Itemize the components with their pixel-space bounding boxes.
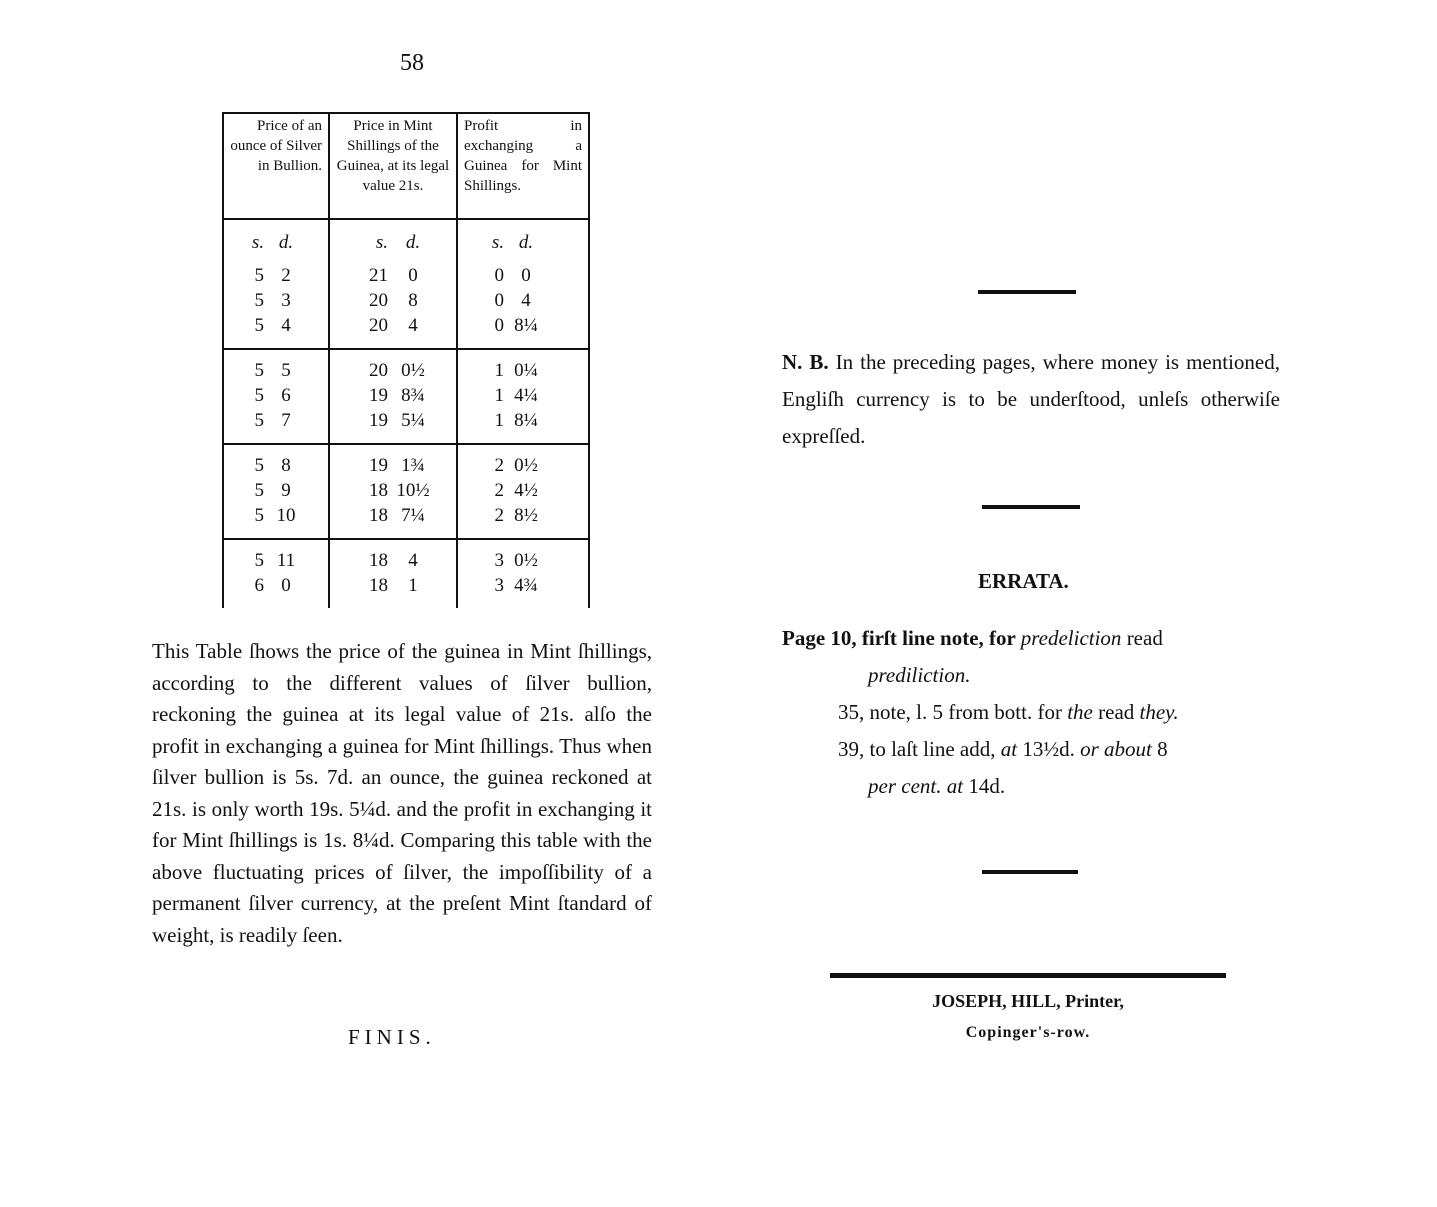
pence-value: 0½ [401,360,425,381]
value-pair [224,573,328,598]
pence-value: 4¾ [514,575,538,596]
pence-value: 4 [281,315,291,336]
table-row [223,349,589,444]
shillings-value: 21 [369,265,388,286]
units-row-group [223,219,589,255]
pence-value: 4½ [514,480,538,501]
pence-value: 0 [521,265,531,286]
guinea-price-cell [329,349,457,444]
pence-value: 10½ [396,480,430,501]
value-pair [330,503,456,528]
table-row-group [223,255,589,349]
shillings-value: 5 [254,315,264,336]
shillings-value: 5 [254,265,264,286]
pence-value: 10 [276,505,296,526]
shillings-value: 0 [494,290,504,311]
pence-value: 5¼ [401,410,425,431]
value-pair [224,313,328,338]
table-row-group [223,349,589,444]
shillings-value: 19 [369,385,388,406]
pence-value: 0 [408,265,418,286]
shillings-value: 1 [494,385,504,406]
shillings-value: 3 [494,550,504,571]
shillings-value: 20 [369,290,388,311]
silver-price-cell [223,539,329,608]
pence-value: 8½ [514,505,538,526]
errata-line: Page 10, firſt line note, for predeliction read [782,626,1163,650]
value-pair [458,263,588,288]
value-pair [224,478,328,503]
table-row-group [223,539,589,608]
nb-note [782,344,1280,455]
unit-shillings: s. [375,232,388,253]
pence-value: 7 [281,410,291,431]
shillings-value: 1 [494,410,504,431]
pence-value: 7¼ [401,505,425,526]
pence-value: 5 [281,360,291,381]
value-pair [458,453,588,478]
divider-rule [982,870,1078,874]
table-row [223,539,589,608]
shillings-value: 0 [494,265,504,286]
printer-address: Copinger's-row. [965,1024,1091,1041]
shillings-value: 5 [254,480,264,501]
unit-shillings: s. [251,232,264,253]
shillings-value: 5 [254,455,264,476]
shillings-value: 5 [254,550,264,571]
shillings-value: 18 [369,505,388,526]
pence-value: 1 [408,575,418,596]
pence-value: 0½ [514,550,538,571]
value-pair [458,383,588,408]
finis: FINIS. [348,1025,436,1049]
divider-rule [978,290,1076,294]
pence-value: 2 [281,265,291,286]
shillings-value: 5 [254,505,264,526]
nb-text: In the preceding pages, where money is mentioned, Engliſh currency is to be underſtood, unleſs otherwiſe expreſſed. [782,350,1280,448]
errata-line: 39, to laſt line add, at 13½d. or about 8 [838,737,1168,761]
pence-value: 1¾ [401,455,425,476]
table-explanation: This Table ſhows the price of the guinea in Mint ſhillings, according to the different values of ſilver bullion, reckoning the guinea at its legal value of 21s. alſo the profit in exchanging a guinea for Mint ſhillings. Thus when ſilver bullion is 5s. 7d. an ounce, the guinea reckoned at 21s. is only worth 19s. 5¼d. and the profit in exchanging it for Mint ſhillings is 1s. 8¼d. Comparing this table with the above fluctuating prices of ſilver, the impoſſibility of a permanent ſilver currency, at the preſent Mint ſtandard of weight, is readily ſeen. [152,639,652,947]
shillings-value: 18 [369,550,388,571]
table-header-row [223,113,589,219]
header-guinea-price: Price in Mint Shillings of the Guinea, at its legal value 21s. [329,113,457,219]
value-pair [330,548,456,573]
value-pair [330,478,456,503]
value-pair [458,503,588,528]
errata-line: per cent. at 14d. [868,774,1006,798]
page-number: 58 [400,50,424,76]
shillings-value: 5 [254,360,264,381]
pence-value: 0½ [514,455,538,476]
table-row [223,444,589,539]
value-pair [330,453,456,478]
value-pair [224,383,328,408]
profit-cell [457,349,589,444]
silver-price-cell [223,255,329,349]
shillings-value: 6 [254,575,264,596]
value-pair [224,358,328,383]
shillings-value: 0 [494,315,504,336]
table-row-group [223,444,589,539]
profit-cell [457,255,589,349]
value-pair [458,288,588,313]
value-pair [224,453,328,478]
shillings-value: 2 [494,480,504,501]
profit-cell [457,539,589,608]
value-pair [224,288,328,313]
errata-list [782,620,1292,805]
pence-value: 8¼ [514,315,538,336]
pence-value: 8 [408,290,418,311]
value-pair [458,478,588,503]
pence-value: 8 [281,455,291,476]
errata-line: 35, note, l. 5 from bott. for the read they. [838,700,1179,724]
value-pair [458,358,588,383]
pence-value: 3 [281,290,291,311]
pence-value: 6 [281,385,291,406]
pence-value: 4¼ [514,385,538,406]
shillings-value: 20 [369,315,388,336]
value-pair [458,313,588,338]
printer-name: JOSEPH, HILL, Printer, [932,991,1124,1011]
shillings-value: 1 [494,360,504,381]
guinea-price-cell [329,539,457,608]
value-pair [330,408,456,433]
unit-pence: d. [278,232,294,253]
value-pair [458,573,588,598]
silver-price-cell [223,444,329,539]
nb-label: N. B. [782,350,829,374]
shillings-value: 2 [494,505,504,526]
shillings-value: 5 [254,290,264,311]
pence-value: 4 [521,290,531,311]
pence-value: 0 [281,575,291,596]
shillings-value: 18 [369,575,388,596]
units-row [223,219,589,255]
guinea-price-cell [329,444,457,539]
value-pair [224,548,328,573]
unit-shillings: s. [491,232,504,253]
pence-value: 8¾ [401,385,425,406]
pence-value: 8¼ [514,410,538,431]
shillings-value: 5 [254,385,264,406]
silver-price-table [222,112,590,608]
pence-value: 11 [276,550,296,571]
profit-cell [457,444,589,539]
header-silver-price: Price of an ounce of Silver in Bullion. [223,113,329,219]
unit-pence: d. [405,232,421,253]
printer-imprint [830,985,1226,1049]
printer-rule [830,973,1226,978]
shillings-value: 19 [369,410,388,431]
value-pair [224,503,328,528]
shillings-value: 18 [369,480,388,501]
pence-value: 9 [281,480,291,501]
divider-rule [982,505,1080,509]
errata-title: ERRATA. [978,569,1069,593]
value-pair [224,263,328,288]
value-pair [458,408,588,433]
shillings-value: 5 [254,410,264,431]
value-pair [330,358,456,383]
unit-pence: d. [518,232,534,253]
pence-value: 0¼ [514,360,538,381]
value-pair [330,313,456,338]
shillings-value: 2 [494,455,504,476]
value-pair [330,383,456,408]
header-profit: Profit in exchanging a Guinea for Mint Shillings. [457,113,589,219]
value-pair [330,288,456,313]
value-pair [330,263,456,288]
shillings-value: 19 [369,455,388,476]
silver-price-cell [223,349,329,444]
errata-line: prediliction. [868,663,971,687]
shillings-value: 3 [494,575,504,596]
guinea-price-cell [329,255,457,349]
table-row [223,255,589,349]
shillings-value: 20 [369,360,388,381]
pence-value: 4 [408,550,418,571]
value-pair [224,408,328,433]
pence-value: 4 [408,315,418,336]
value-pair [458,548,588,573]
value-pair [330,573,456,598]
